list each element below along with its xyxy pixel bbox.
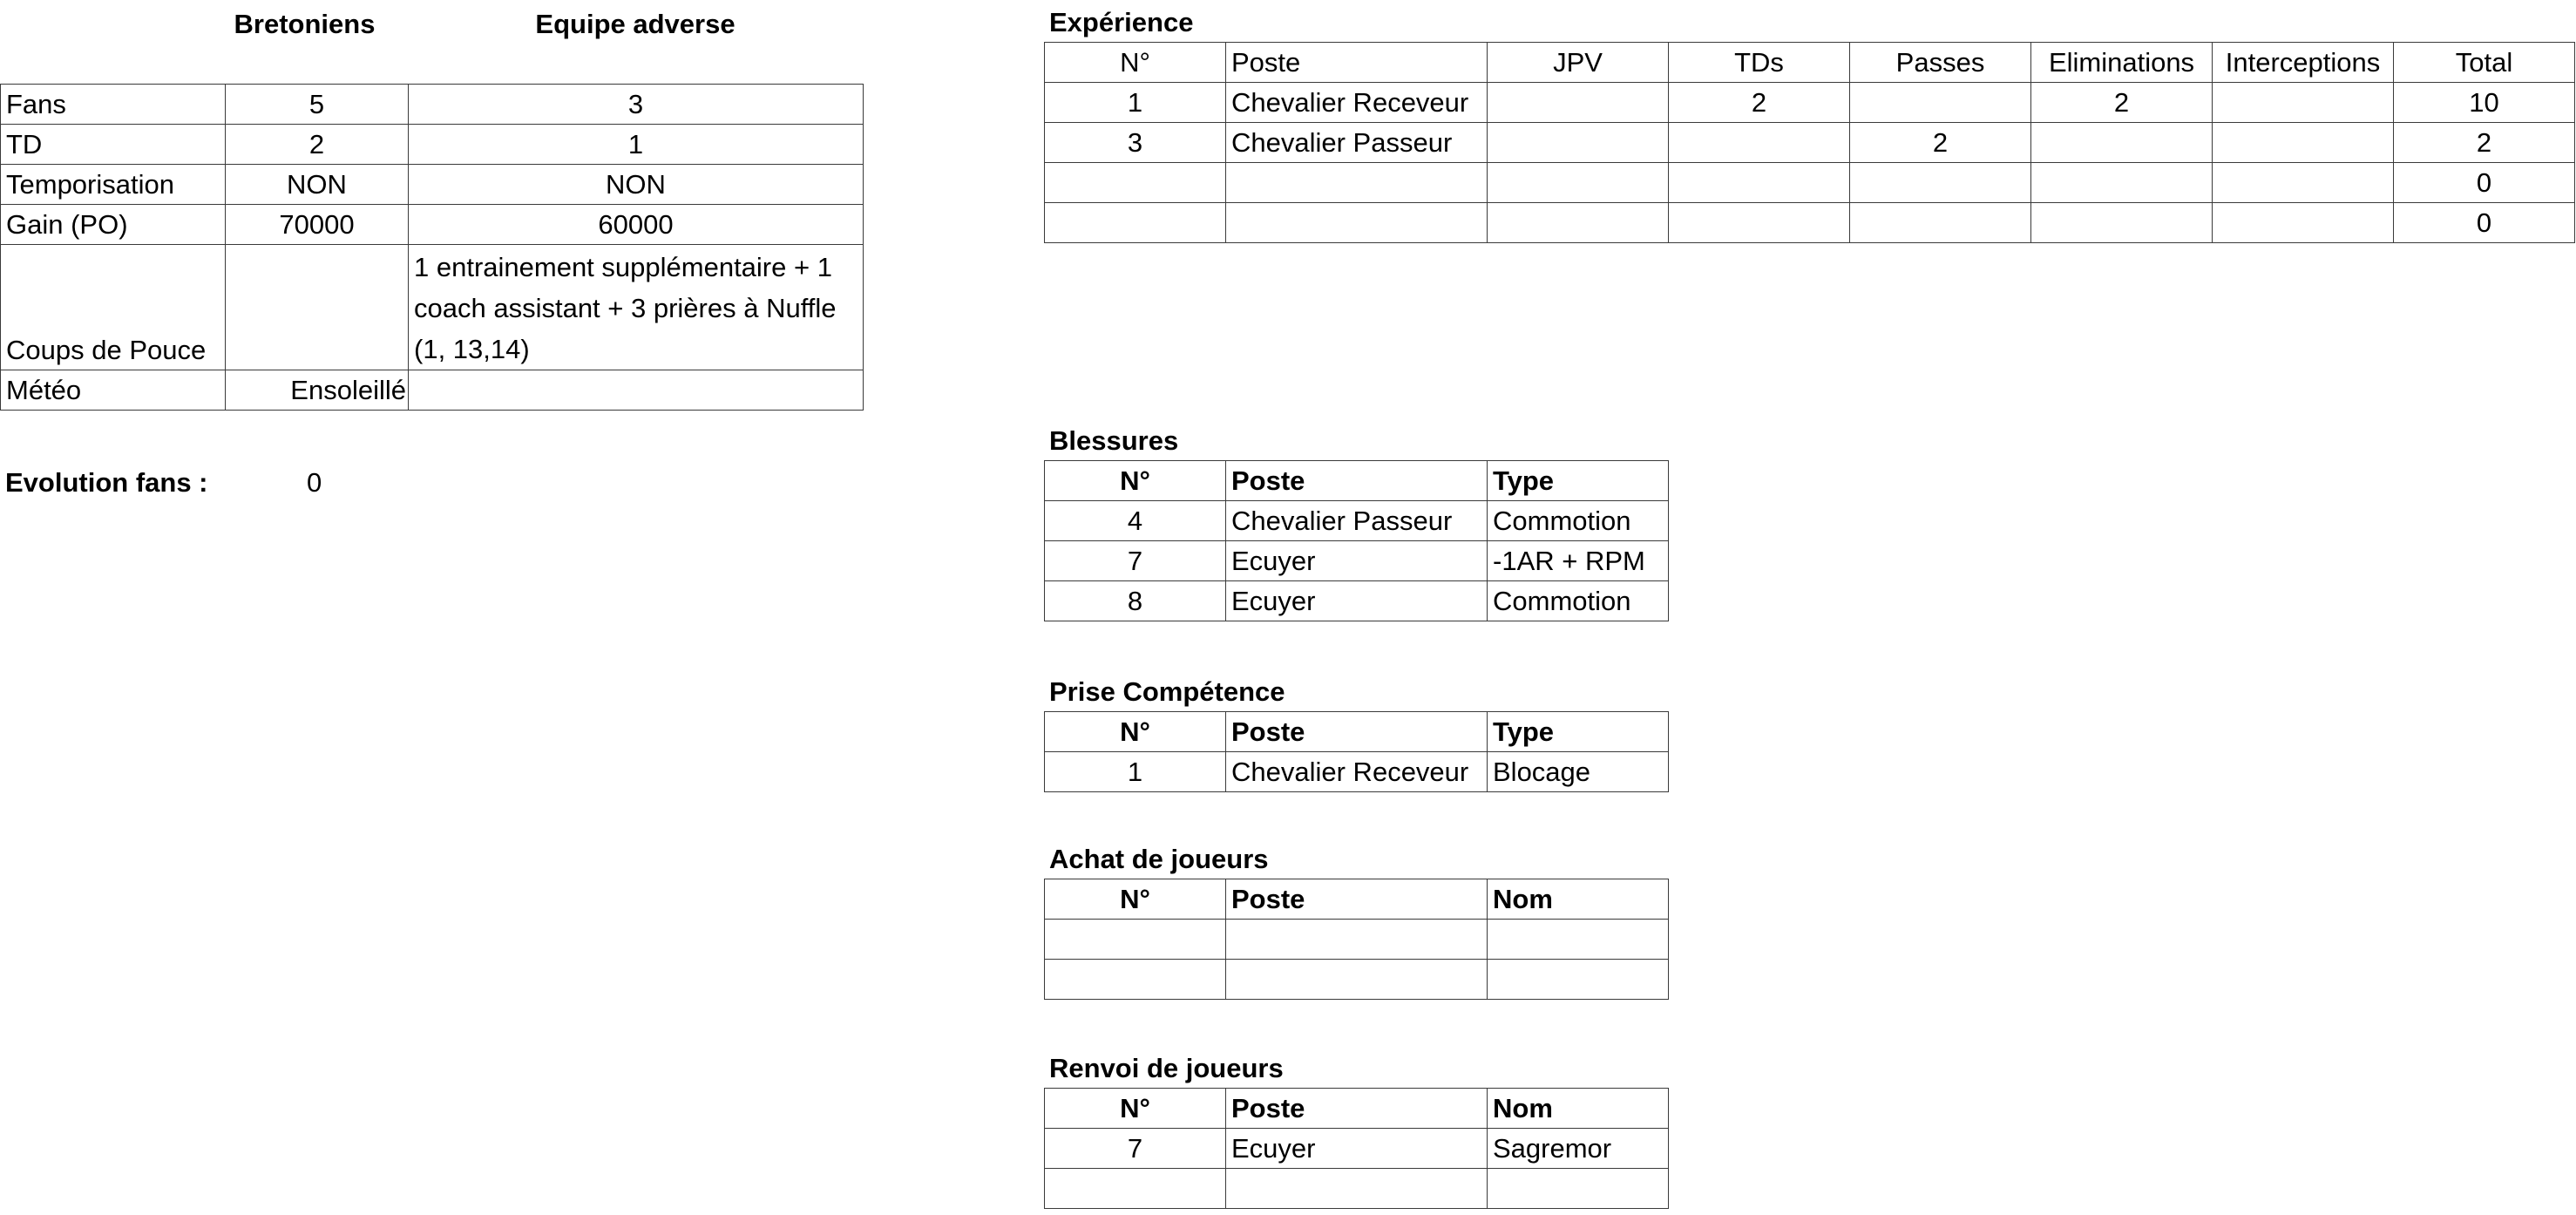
cell-eliminations[interactable] [2031,163,2213,203]
cell-num[interactable]: 7 [1045,541,1226,581]
cell-type[interactable]: -1AR + RPM [1488,541,1669,581]
col-header-num: N° [1045,1089,1226,1129]
cell-poste[interactable]: Ecuyer [1226,541,1488,581]
row-label: TD [1,125,226,165]
col-header-poste: Poste [1226,461,1488,501]
table-row [1,370,864,411]
table-header-row [1045,1089,1669,1129]
col-header-jpv: JPV [1488,43,1669,83]
table-row [1045,752,1669,792]
cell-num[interactable] [1045,1169,1226,1209]
cell-eliminations[interactable] [2031,203,2213,243]
cell-poste[interactable] [1226,960,1488,1000]
cell-poste[interactable] [1226,920,1488,960]
table-row [1045,1129,1669,1169]
table-row [1045,501,1669,541]
cell-nom[interactable] [1488,1169,1669,1209]
cell-num[interactable]: 4 [1045,501,1226,541]
cell-num[interactable] [1045,960,1226,1000]
col-header-poste: Poste [1226,1089,1488,1129]
cell-poste[interactable]: Chevalier Passeur [1226,501,1488,541]
cell-interceptions[interactable] [2213,163,2394,203]
cell-num[interactable]: 3 [1045,123,1226,163]
home-value[interactable]: 2 [226,125,409,165]
table-row [1,125,864,165]
table-row [1,205,864,245]
cell-poste[interactable] [1226,163,1488,203]
cell-jpv[interactable] [1488,123,1669,163]
renvoi-table [1044,1088,1669,1209]
cell-tds[interactable] [1669,203,1850,243]
cell-tds[interactable]: 2 [1669,83,1850,123]
col-header-total: Total [2394,43,2575,83]
experience-title: Expérience [1049,7,1194,37]
cell-jpv[interactable] [1488,83,1669,123]
home-value[interactable]: NON [226,165,409,205]
away-value[interactable]: 60000 [409,205,864,245]
cell-total[interactable]: 0 [2394,203,2575,243]
table-row [1045,1169,1669,1209]
row-label: Gain (PO) [1,205,226,245]
cell-tds[interactable] [1669,163,1850,203]
cell-poste[interactable]: Chevalier Passeur [1226,123,1488,163]
away-value[interactable] [409,370,864,411]
home-value[interactable]: 70000 [226,205,409,245]
summary-table [0,84,864,411]
table-row [1045,960,1669,1000]
away-value[interactable]: 1 [409,125,864,165]
cell-poste[interactable] [1226,1169,1488,1209]
cell-num[interactable]: 8 [1045,581,1226,621]
away-value[interactable]: 3 [409,85,864,125]
cell-total[interactable]: 2 [2394,123,2575,163]
home-value[interactable] [226,245,409,370]
col-header-nom: Nom [1488,1089,1669,1129]
home-value[interactable]: Ensoleillé [226,370,409,411]
cell-poste[interactable]: Ecuyer [1226,581,1488,621]
table-row [1045,83,2575,123]
col-header-tds: TDs [1669,43,1850,83]
col-header-num: N° [1045,879,1226,920]
col-header-num: N° [1045,712,1226,752]
cell-eliminations[interactable] [2031,123,2213,163]
cell-passes[interactable]: 2 [1850,123,2031,163]
experience-table [1044,42,2575,243]
cell-interceptions[interactable] [2213,203,2394,243]
home-value[interactable]: 5 [226,85,409,125]
col-header-interceptions: Interceptions [2213,43,2394,83]
table-row [1,245,864,370]
col-header-type: Type [1488,461,1669,501]
cell-num[interactable] [1045,920,1226,960]
col-header-nom: Nom [1488,879,1669,920]
table-header-row [1045,43,2575,83]
table-row [1,165,864,205]
cell-jpv[interactable] [1488,203,1669,243]
cell-eliminations[interactable]: 2 [2031,83,2213,123]
row-label: Fans [1,85,226,125]
away-value[interactable]: NON [409,165,864,205]
cell-num[interactable] [1045,163,1226,203]
cell-interceptions[interactable] [2213,123,2394,163]
cell-nom[interactable]: Sagremor [1488,1129,1669,1169]
cell-poste[interactable]: Chevalier Receveur [1226,83,1488,123]
evolution-fans-label: Evolution fans : [5,467,208,498]
cell-total[interactable]: 0 [2394,163,2575,203]
table-row [1045,541,1669,581]
renvoi-title: Renvoi de joueurs [1049,1053,1284,1083]
table-header-row [1045,712,1669,752]
away-value[interactable]: 1 entrainement supplémentaire + 1 coach assistant + 3 prières à Nuffle (1, 13,14) [409,245,864,370]
cell-passes[interactable] [1850,163,2031,203]
cell-nom[interactable] [1488,960,1669,1000]
cell-tds[interactable] [1669,123,1850,163]
table-header-row [1045,879,1669,920]
col-header-poste: Poste [1226,43,1488,83]
cell-num[interactable] [1045,203,1226,243]
col-header-type: Type [1488,712,1669,752]
evolution-fans-value: 0 [307,467,322,498]
col-header-passes: Passes [1850,43,2031,83]
cell-jpv[interactable] [1488,163,1669,203]
cell-interceptions[interactable] [2213,83,2394,123]
col-header-poste: Poste [1226,879,1488,920]
cell-poste[interactable]: Chevalier Receveur [1226,752,1488,792]
row-label: Coups de Pouce [1,245,226,370]
header-equipe-adverse: Equipe adverse [535,9,736,39]
table-row [1,85,864,125]
row-label: Temporisation [1,165,226,205]
col-header-num: N° [1045,461,1226,501]
achat-title: Achat de joueurs [1049,844,1269,874]
cell-poste[interactable]: Ecuyer [1226,1129,1488,1169]
table-row [1045,203,2575,243]
cell-num[interactable]: 7 [1045,1129,1226,1169]
cell-type[interactable]: Commotion [1488,501,1669,541]
header-bretoniens: Bretoniens [234,9,376,39]
blessures-title: Blessures [1049,425,1179,456]
table-row [1045,920,1669,960]
cell-passes[interactable] [1850,83,2031,123]
blessures-table [1044,460,1669,621]
table-header-row [1045,461,1669,501]
competence-table [1044,711,1669,792]
cell-passes[interactable] [1850,203,2031,243]
cell-poste[interactable] [1226,203,1488,243]
table-row [1045,581,1669,621]
col-header-eliminations: Eliminations [2031,43,2213,83]
cell-type[interactable]: Commotion [1488,581,1669,621]
cell-total[interactable]: 10 [2394,83,2575,123]
table-row [1045,163,2575,203]
cell-num[interactable]: 1 [1045,83,1226,123]
competence-title: Prise Compétence [1049,676,1285,707]
achat-table [1044,879,1669,1000]
row-label: Météo [1,370,226,411]
cell-num[interactable]: 1 [1045,752,1226,792]
col-header-poste: Poste [1226,712,1488,752]
col-header-num: N° [1045,43,1226,83]
cell-nom[interactable] [1488,920,1669,960]
table-row [1045,123,2575,163]
cell-type[interactable]: Blocage [1488,752,1669,792]
